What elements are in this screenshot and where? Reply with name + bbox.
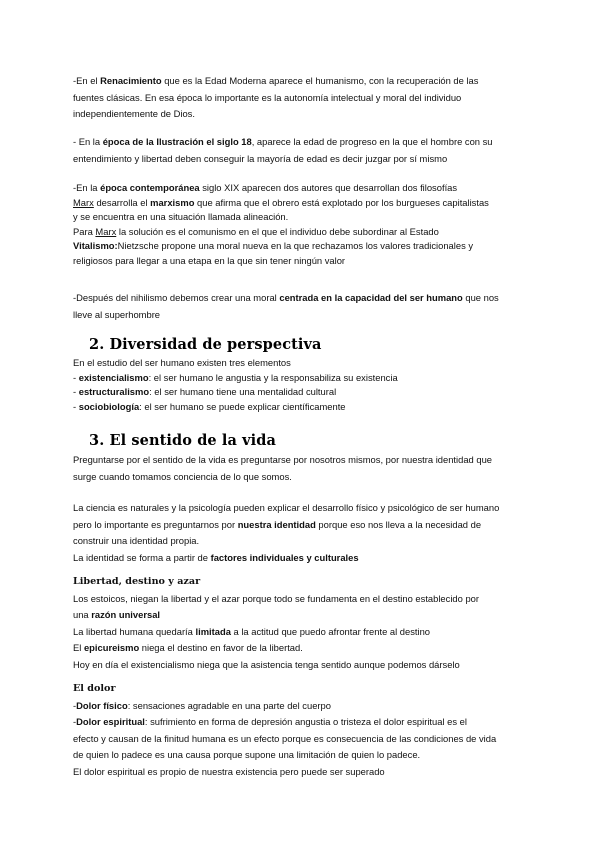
text-run: -En el [73,75,101,86]
text-run: pero lo importante es preguntarnos por [73,518,238,530]
text-line: y se encuentra en una situación llamada alineación. [73,211,289,222]
text-line [73,624,533,641]
text-line [73,73,533,90]
list-item [73,400,533,415]
text-line: El dolor espiritual es propio de nuestra existencia pero puede ser superado [73,765,385,777]
section-heading-diversidad: 2. Diversidad de perspectiva [89,336,322,353]
text-line: de quien lo padece es una causa porque supone una limitación de quien lo padece. [73,749,421,761]
bold-term: Renacimiento [100,75,162,86]
bold-term: sociobiología [78,400,140,412]
bold-term: estructuralismo [78,386,150,397]
bold-term: centrada en la capacidad del ser humano [279,292,463,303]
text-run: Nietzsche propone una moral nueva en la que rechazamos los valores tradicionales y [117,240,474,251]
text-run: : el ser humano se puede explicar científicamente [139,400,346,412]
text-run: desarrolla el [93,196,151,208]
text-line [73,225,533,240]
text-line: religiosos para llegar a una etapa en la que sin tener ningún valor [73,254,346,266]
subheading-libertad: Libertad, destino y azar [73,576,201,587]
text-line: construir una identidad propia. [73,535,200,547]
text-run: La identidad se forma a partir de [73,551,211,563]
text-line: fuentes clásicas. En esa época lo importante es la autonomía intelectual y moral del individuo [73,91,462,103]
section-libertad [73,574,533,674]
text-run: que nos [462,292,499,303]
text-line [73,550,533,567]
section-heading-sentido: 3. El sentido de la vida [89,432,277,449]
text-line: En el estudio del ser humano existen tres elementos [73,357,291,368]
subheading-dolor: El dolor [73,683,116,694]
text-run: - [73,371,79,383]
text-run: la solución es el comunismo en el que el individuo debe subordinar al Estado [116,225,439,237]
text-run: - [73,400,79,412]
text-run: , aparece la edad de progreso en la que el hombre con su [251,136,493,147]
section-sentido-body [73,452,533,485]
bold-term: nuestra identidad [237,518,316,530]
text-line [73,181,533,196]
paragraph-contemporanea [73,181,533,268]
paragraph-ilustracion [73,134,533,167]
paragraph-renacimiento [73,73,533,123]
text-run: Para [73,225,96,237]
text-line [73,698,533,715]
text-line: La ciencia es naturales y la psicología pueden explicar el desarrollo físico y psicológico de ser humano [73,502,500,513]
bold-term: factores individuales y culturales [210,551,359,563]
paragraph-nihilismo [73,290,533,323]
bold-term: Vitalismo: [73,240,118,251]
text-run: -En la [73,182,101,193]
bold-term: existencialismo [78,371,149,383]
text-line: independientemente de Dios. [73,108,195,120]
text-line: Los estoicos, niegan la libertad y el azar porque todo se fundamenta en el destino establecido por [73,592,479,604]
text-run: siglo XIX aparecen dos autores que desarrollan dos filosofías [199,182,458,193]
bold-term: época de la Ilustración el siglo 18 [102,136,252,147]
text-run: niega el destino en favor de la libertad. [139,642,303,654]
bold-term: Dolor espiritual [76,716,145,728]
text-line: Hoy en día el existencialismo niega que la asistencia tenga sentido aunque podemos dárselo [73,658,460,670]
list-item [73,371,533,386]
text-run: que es la Edad Moderna aparece el humanismo, con la recuperación de las [161,75,479,86]
section-dolor [73,681,533,781]
text-line [73,290,533,307]
text-run: : sufrimiento en forma de depresión angustia o tristeza el dolor espiritual es el [144,716,467,728]
text-run: una [73,609,92,621]
text-run: La libertad humana quedaría [73,625,196,637]
text-run: porque eso nos lleva a la necesidad de [315,518,482,530]
text-run: - [73,386,79,397]
text-line [73,517,533,534]
bold-term: limitada [195,625,231,637]
text-run: - [73,716,77,728]
text-line: lleve al superhombre [73,308,161,320]
list-item [73,385,533,400]
bold-term: razón universal [91,609,161,621]
text-run: : el ser humano le angustia y la responsabiliza su existencia [148,371,398,383]
text-line: entendimiento y libertad deben conseguir la mayoría de edad es decir juzgar por sí mismo [73,152,448,164]
text-run: El [73,642,84,654]
text-run: - [73,699,77,711]
text-line [73,239,533,254]
text-line: Preguntarse por el sentido de la vida es preguntarse por nosotros mismos, por nuestra identidad que [73,454,492,465]
bold-term: Dolor físico [76,699,128,711]
text-run: : sensaciones agradable en una parte del cuerpo [127,699,331,711]
text-line [73,607,533,624]
text-run: : el ser humano tiene una mentalidad cultural [149,386,337,397]
text-line [73,714,533,731]
text-line: efecto y causan de la finitud humana es un efecto porque es consecuencia de las condiciones de vida [73,732,497,744]
section-diversidad-body [73,356,533,414]
text-line [73,196,533,211]
text-run: a la actitud que puedo afrontar frente al destino [230,625,431,637]
text-run: que afirma que el obrero está explotado por los burgueses capitalistas [194,196,489,208]
text-run: - En la [73,136,103,147]
underlined-term: Marx [73,196,94,208]
bold-term: época contemporánea [100,182,200,193]
underlined-term: Marx [95,225,117,237]
text-line [73,640,533,657]
text-line: surge cuando tomamos conciencia de lo que somos. [73,470,292,482]
text-line [73,134,533,151]
paragraph-identidad [73,500,533,566]
bold-term: epicureismo [83,642,140,654]
bold-term: marxismo [150,196,195,208]
text-run: -Después del nihilismo debemos crear una moral [73,292,280,303]
